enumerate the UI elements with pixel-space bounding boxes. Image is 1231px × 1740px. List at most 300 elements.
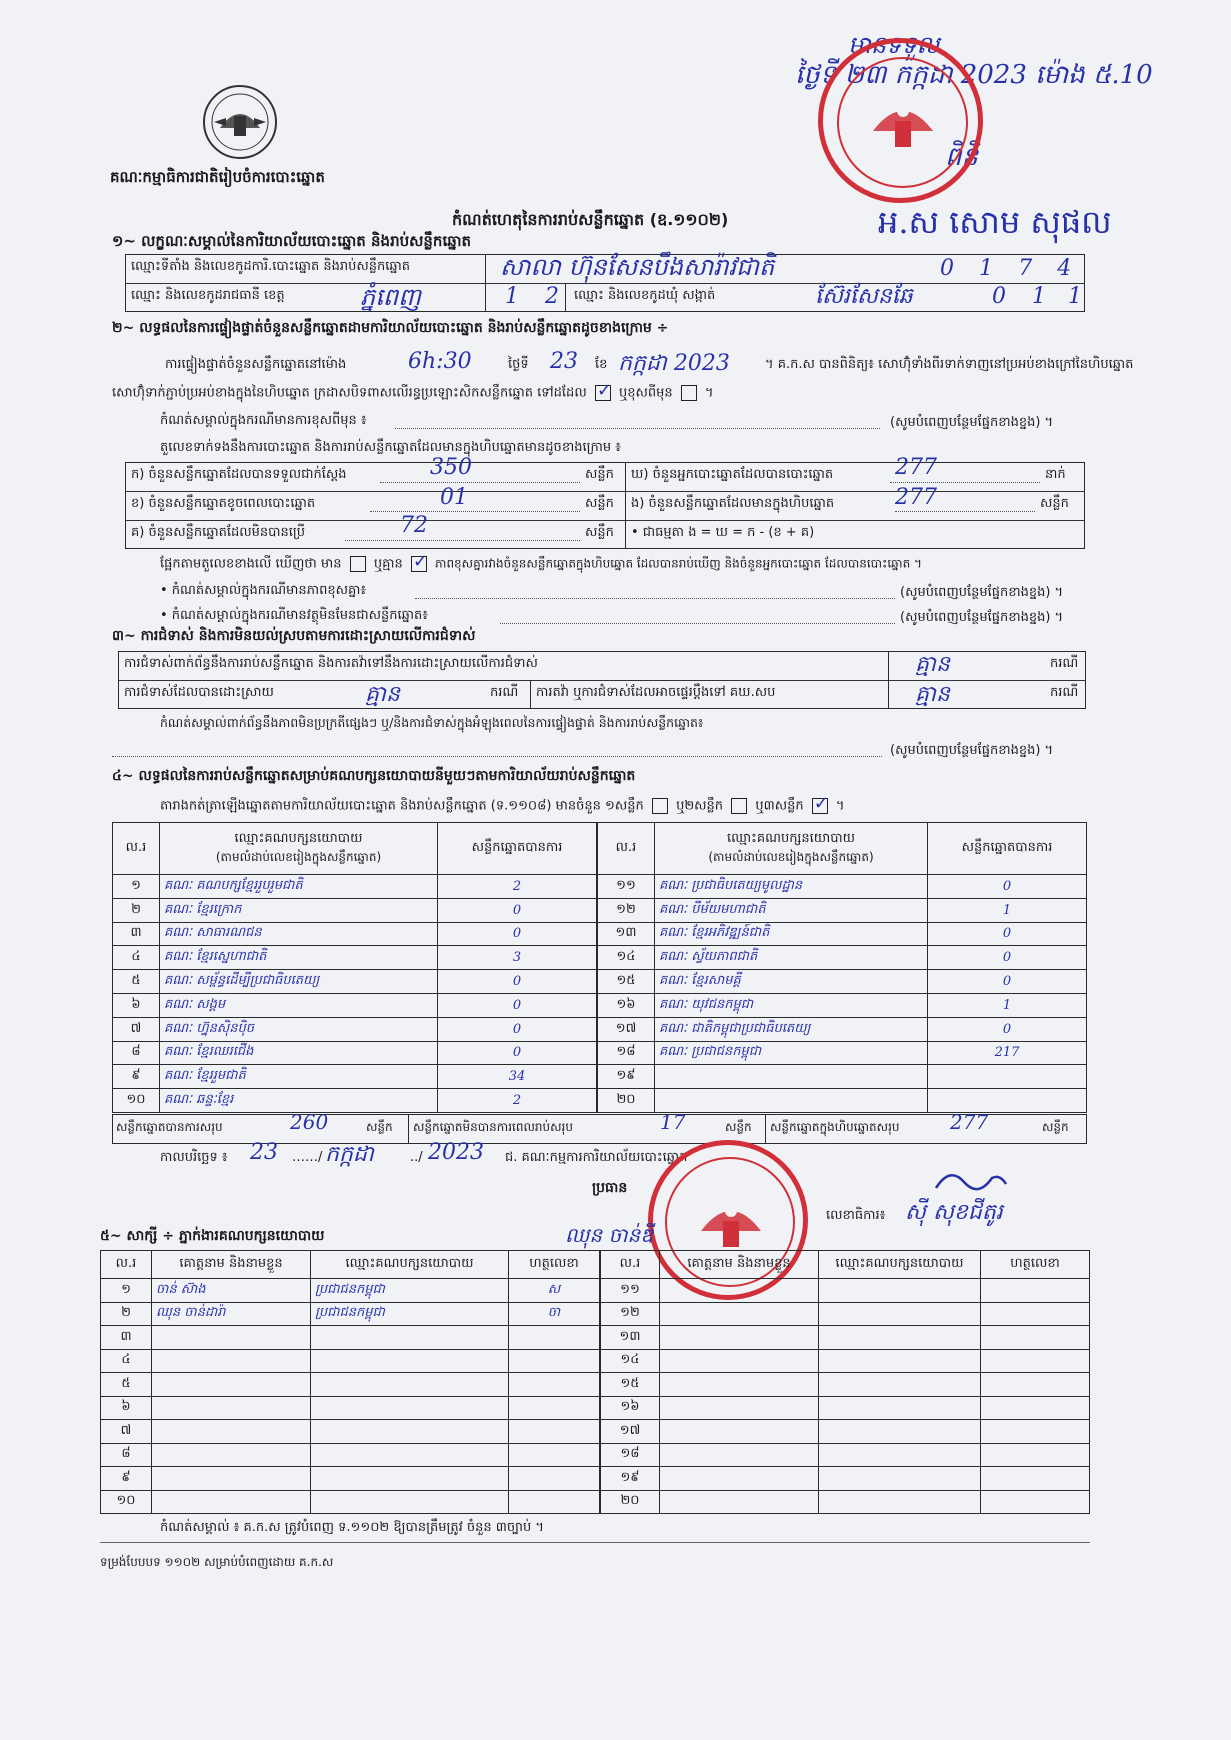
valid-votes: 3 (438, 946, 597, 970)
date-day: 23 (250, 1140, 278, 1165)
valid-votes: 0 (928, 970, 1087, 994)
results-table-right (597, 822, 1087, 1113)
witness-row (101, 1443, 600, 1467)
row-no: ១៤ (601, 1349, 660, 1373)
witness-signature: ចា (509, 1302, 600, 1326)
party-name: គណៈ សង្គម (160, 993, 438, 1017)
witness-name (660, 1420, 819, 1444)
witness-name (152, 1443, 311, 1467)
result-row (113, 875, 597, 899)
valid-votes: 1 (928, 898, 1087, 922)
witness-party (819, 1490, 981, 1514)
committee-name: គណៈកម្មាធិការជាតិរៀបចំការបោះឆ្នោត (110, 168, 325, 186)
result-row (113, 1089, 597, 1113)
valid-votes: 217 (928, 1041, 1087, 1065)
witness-party (311, 1443, 509, 1467)
count-row-unit: សន្លឹក (585, 525, 614, 540)
result-row (113, 922, 597, 946)
witness-name (660, 1373, 819, 1397)
objection-row-2b-unit: ករណី (1050, 685, 1079, 700)
witness-row (101, 1302, 600, 1326)
valid-votes: 0 (928, 875, 1087, 899)
count-row-unit: សន្លឹក (585, 496, 614, 511)
witness-signature (509, 1490, 600, 1514)
secretary-signature: ស៊ី សុខជីតូរ (905, 1200, 1003, 1225)
row-no: ២ (101, 1302, 152, 1326)
row-no: ៤ (113, 946, 160, 970)
valid-votes (928, 1089, 1087, 1113)
witness-party: ប្រជាជនកម្ពុជា (311, 1302, 509, 1326)
witness-party (819, 1467, 981, 1491)
section2-title: ២~ លទ្ធផលនៃការផ្ទៀងផ្ទាត់ចំនួនសន្លឹកឆ្នោតដាមការិយាល័យបោះឆ្នោត និងរាប់សន្លឹកឆ្នោតដូចខាងក្រោម ÷ (112, 320, 669, 336)
fill-hint-4: (សូមបំពេញបន្ថែមផ្នែកខាងខ្នង) ។ (890, 743, 1054, 758)
valid-votes: 0 (928, 946, 1087, 970)
row-no: ១ (113, 875, 160, 899)
top-hand-code: មាន​ទទួល (848, 31, 940, 59)
witness-signature (509, 1349, 600, 1373)
party-name: គណៈ ហ្វ៊ុនស៊ិនប៉ិច (160, 1017, 438, 1041)
valid-votes: 0 (438, 1041, 597, 1065)
col-votes-header: សន្លឹកឆ្នោតបានការ (928, 823, 1087, 875)
section5-title: ៥~ សាក្សី ÷ ភ្នាក់ងារគណបក្សនយោបាយ (100, 1228, 325, 1244)
witness-name (152, 1326, 311, 1350)
witness-party (819, 1443, 981, 1467)
section4-sub-text: តារាងកត់ត្រាឡើងឆ្នោតតាមការិយាល័យបោះឆ្នោត និងរាប់សន្លឹកឆ្នោត (ទ.១១០៨) មានចំនួន ១សន្លឹក (160, 798, 644, 814)
witness-row (101, 1326, 600, 1350)
section4-title: ៤~ លទ្ធផលនៃការរាប់សន្លឹកឆ្នោតសម្រាប់គណបក្សនយោបាយនីមួយៗតាមការិយាល័យរាប់សន្លឹកឆ្នោត (112, 768, 636, 784)
witness-signature: ស (509, 1279, 600, 1303)
count-row-left-label: ក) ចំនួនសន្លឹកឆ្នោតដែលបានទទួលជាក់ស្តែង (131, 467, 347, 482)
row-no: ៧ (113, 1017, 160, 1041)
row-no: ៤ (101, 1349, 152, 1373)
witness-table-left (100, 1250, 600, 1514)
date-sep: ……/ (292, 1150, 323, 1165)
valid-votes (928, 1065, 1087, 1089)
row-no: ១៦ (601, 1396, 660, 1420)
witness-signature (981, 1279, 1090, 1303)
witness-row (601, 1349, 1090, 1373)
count-row-right-value: 277 (895, 455, 937, 480)
witness-row (101, 1279, 600, 1303)
witness-signature (981, 1420, 1090, 1444)
date-month: កក្កដា (325, 1142, 374, 1167)
witness-signature (509, 1326, 600, 1350)
secretary-label: លេខាធិការ៖ (826, 1208, 886, 1223)
col-party-header (655, 823, 928, 875)
top-hand-note: ថ្ងៃទី ២៣ កក្កដា 2023 ម៉ោង ៥.10 (795, 60, 1153, 90)
row-no: ៨ (113, 1041, 160, 1065)
witness-row (601, 1467, 1090, 1491)
witness-signature (981, 1467, 1090, 1491)
witness-signature (981, 1373, 1090, 1397)
valid-votes: 0 (438, 993, 597, 1017)
section4-sub-2: ឬ២សន្លឹក (676, 798, 724, 814)
witness-name (660, 1326, 819, 1350)
objection-row-1: ការជំទាស់ពាក់ព័ន្ធនឹងការរាប់សន្លឹកឆ្នោត និងការតវ៉ាទៅនឹងការដោះស្រាយលើការជំទាស់ (124, 656, 538, 671)
party-name: គណៈ យុវជនកម្ពុជា (655, 993, 928, 1017)
diff-line-c: ភាពខុសគ្នារវាងចំនួនសន្លឹកឆ្នោតក្នុងហិបឆ្នោត ដែលបានរាប់ឃើញ និងចំនួនអ្នកបោះឆ្នោត ដែលបានបោះឆ្នោត ។ (435, 556, 922, 571)
party-name (655, 1089, 928, 1113)
witness-row (601, 1326, 1090, 1350)
witness-row (601, 1396, 1090, 1420)
party-name: គណៈ បីម័យមហាជាតិ (655, 898, 928, 922)
row-no: ១០ (101, 1490, 152, 1514)
witness-row (601, 1373, 1090, 1397)
station-name-hand: សាលា ហ៊ុនសែនបឹងសារ៉ាវជាតិ (500, 253, 775, 281)
col-party-sub: (តាមលំដាប់លេខរៀងក្នុងសន្លឹកឆ្នោត) (708, 850, 874, 864)
commune-code-1: 0 (992, 284, 1006, 309)
witness-row (101, 1420, 600, 1444)
total-invalid-value: 17 (660, 1110, 686, 1134)
valid-votes: 0 (438, 922, 597, 946)
diff-check-line (160, 556, 922, 572)
sheet-1-checkbox[interactable] (652, 798, 668, 814)
party-name: គណៈ សម្ព័ន្ធដើម្បីប្រជាធិបតេយ្យ (160, 970, 438, 994)
party-name: គណៈ សាធារណជន (160, 922, 438, 946)
commune-code-2: 1 (1032, 284, 1046, 309)
verify-line-1b: ថ្ងៃទី (508, 357, 529, 372)
valid-votes: 0 (438, 1017, 597, 1041)
different-checkbox[interactable] (681, 385, 697, 401)
row-no: ៩ (113, 1065, 160, 1089)
station-code-digit: 1 (979, 256, 994, 281)
objection-row-2a-hand: គ្មាន (365, 682, 400, 707)
witness-party (819, 1396, 981, 1420)
col-no-header: ល.រ (113, 823, 160, 875)
result-row (113, 1041, 597, 1065)
row-no: ១៩ (601, 1467, 660, 1491)
count-row-right-label: ឃ) ចំនួនអ្នកបោះឆ្នោតដែលបានបោះឆ្នោត (631, 467, 834, 482)
col-votes-header: សន្លឹកឆ្នោតបានការ (438, 823, 597, 875)
row-no: ១៣ (601, 1326, 660, 1350)
total-invalid-label: សន្លឹកឆ្នោតមិនបានការពេលរាប់សរុប (413, 1120, 573, 1134)
witness-name (152, 1396, 311, 1420)
result-row (598, 970, 1087, 994)
result-row (113, 993, 597, 1017)
result-row (113, 1017, 597, 1041)
section1-title: ១~ លក្ខណៈសម្គាល់នៃការិយាល័យបោះឆ្នោត និងរាប់សន្លឹកឆ្នោត (112, 232, 472, 250)
commune-label: ឈ្មោះ និងលេខកូដឃុំ សង្កាត់ (574, 288, 716, 303)
party-name: គណៈ ឆន្ទៈខ្មែរ (160, 1089, 438, 1113)
witness-row (601, 1420, 1090, 1444)
total-box-unit: សន្លឹក (1042, 1120, 1069, 1134)
valid-votes: 0 (438, 898, 597, 922)
verify-line-1c: ខែ (595, 357, 608, 372)
count-row-left-label: ខ) ចំនួនសន្លឹកឆ្នោតខូចពេលបោះឆ្នោត (131, 496, 316, 511)
result-row (598, 1065, 1087, 1089)
station-code-digit: 4 (1057, 256, 1072, 281)
province-code-2: 2 (545, 284, 559, 309)
station-label: ឈ្មោះទីតាំង និងលេខកូដការិ.បោះឆ្នោត និងរាប់សន្លឹកឆ្នោត (131, 259, 410, 274)
witness-party (311, 1349, 509, 1373)
row-no: ៩ (101, 1467, 152, 1491)
province-code-1: 1 (505, 284, 519, 309)
row-no: ៥ (101, 1373, 152, 1397)
witness-party (819, 1279, 981, 1303)
col-no-header: ល.រ (598, 823, 655, 875)
objection-row-2a-unit: ករណី (490, 685, 519, 700)
result-row (113, 1065, 597, 1089)
witness-signature (981, 1443, 1090, 1467)
row-no: ១២ (598, 898, 655, 922)
section4-sub-3: ឬ៣សន្លឹក (755, 798, 804, 814)
results-table-left (112, 822, 597, 1113)
count-row-right-unit: នាក់ (1045, 467, 1066, 482)
official-stamp-top (818, 38, 983, 203)
w-col-sign: ហត្ថលេខា (981, 1251, 1090, 1279)
witness-name (152, 1467, 311, 1491)
objection-row-2b-hand: គ្មាន (915, 682, 950, 707)
witness-party (819, 1302, 981, 1326)
sheet-2-checkbox[interactable] (731, 798, 747, 814)
witness-signature (509, 1373, 600, 1397)
officer-name-hand: អ.ស សោម សុផល (878, 203, 1112, 241)
irregularity-note: កំណត់សម្គាល់ពាក់ព័ន្ធនឹងភាពមិនប្រក្រតីផ្សេងៗ ឬ/និងការជំទាស់ក្នុងអំឡុងពេលនៃការផ្ទៀងផ្ទាត់ និងការរាប់សន្លឹកឆ្នោត៖ (160, 715, 704, 730)
result-row (598, 922, 1087, 946)
party-name: គណៈ ខ្មែរស្នេហាជាតិ (160, 946, 438, 970)
result-row (113, 946, 597, 970)
party-name: គណៈ ជាតិកម្ពុជាប្រជាធិបតេយ្យ (655, 1017, 928, 1041)
witness-name (660, 1279, 819, 1303)
count-row-right-value: 277 (895, 485, 937, 510)
result-row (598, 946, 1087, 970)
verify-line-1a: ការផ្ទៀងផ្ទាត់ចំនួនសន្លឹកឆ្នោតនៅម៉ោង (165, 357, 347, 372)
col-party-header (160, 823, 438, 875)
result-row (598, 1041, 1087, 1065)
verify-line-1d: ។ គ.ក.ស បានពិនិត្យ៖ សោហ៊ុំទាំងពីរទាក់ទាញនៅប្រអប់ខាងក្រៅនៃហិបឆ្នោត (765, 357, 1134, 372)
row-no: ២០ (601, 1490, 660, 1514)
party-name: គណៈ ខ្មែរក្រោក (160, 898, 438, 922)
section3-title: ៣~ ការជំទាស់ និងការមិនយល់ស្របតាមការដោះស្រាយលើការជំទាស់ (112, 628, 476, 644)
has-difference-checkbox[interactable] (350, 556, 366, 572)
witness-party (819, 1349, 981, 1373)
row-no: ១២ (601, 1302, 660, 1326)
witness-party (311, 1467, 509, 1491)
witness-name: ឈុន ចាន់ដារ៉ា (152, 1302, 311, 1326)
secretary-sign-mark (930, 1162, 1010, 1198)
witness-party (311, 1490, 509, 1514)
party-name: គណៈ ខ្មែរឈរជើង (160, 1041, 438, 1065)
witness-name (660, 1467, 819, 1491)
top-hand-sign: ពិនិ (945, 142, 979, 172)
total-valid-label: សន្លឹកឆ្នោតបានការសរុប (116, 1120, 223, 1134)
witness-row (101, 1467, 600, 1491)
count-row-left-value: 350 (430, 455, 472, 480)
witness-signature (981, 1302, 1090, 1326)
fill-hint-1: (សូមបំពេញបន្ថែមផ្នែកខាងខ្នង) ។ (890, 415, 1054, 430)
valid-votes: 34 (438, 1065, 597, 1089)
same-checkbox[interactable] (595, 385, 611, 401)
party-name: គណៈ ខ្មែរអភិវឌ្ឍន៍ជាតិ (655, 922, 928, 946)
row-no: ៥ (113, 970, 160, 994)
date-sep: ../ (410, 1150, 423, 1165)
witness-row (101, 1490, 600, 1514)
witness-signature (509, 1467, 600, 1491)
diff-bullet-1: • កំណត់សម្គាល់ក្នុងករណីមានភាពខុសគ្នា៖ (160, 583, 367, 598)
valid-votes: 2 (438, 875, 597, 899)
verify-line-2: សោហ៊ុំទាក់ភ្ជាប់ប្រអប់ខាងក្នុងនៃហិបឆ្នោត ក្រដាសបិទពាសលើរន្ធប្រឡោះសិកសន្លឹកឆ្នោត ទៅដដែល ✓ ឬខុសពីមុន ។ (112, 385, 713, 401)
row-no: ១៩ (598, 1065, 655, 1089)
count-row-right-unit: សន្លឹក (1040, 496, 1069, 511)
w-col-party: ឈ្មោះគណបក្សនយោបាយ (311, 1251, 509, 1279)
no-difference-checkbox[interactable] (411, 556, 427, 572)
chair-signature: ឈុន ចាន់ឌី (565, 1223, 653, 1247)
party-name: គណៈ គណបក្សខ្មែររួបរួមជាតិ (160, 875, 438, 899)
verify-hour-hand: 6h:30 (408, 349, 472, 374)
verify-line-2-text: សោហ៊ុំទាក់ភ្ជាប់ប្រអប់ខាងក្នុងនៃហិបឆ្នោត ក្រដាសបិទពាសលើរន្ធប្រឡោះសិកសន្លឹកឆ្នោត ទៅដដែល (112, 385, 587, 401)
row-no: ១៨ (598, 1041, 655, 1065)
result-row (598, 1017, 1087, 1041)
witness-name (152, 1373, 311, 1397)
valid-votes: 1 (928, 993, 1087, 1017)
witness-name (660, 1349, 819, 1373)
verify-day-hand: 23 (550, 349, 578, 374)
witness-party: ប្រជាជនកម្ពុជា (311, 1279, 509, 1303)
witness-signature (981, 1349, 1090, 1373)
witness-party (311, 1373, 509, 1397)
w-col-no: ល.រ (601, 1251, 660, 1279)
witness-name: ចាន់ ស៊ាង (152, 1279, 311, 1303)
row-no: ១០ (113, 1089, 160, 1113)
witness-party (311, 1396, 509, 1420)
witness-signature (981, 1326, 1090, 1350)
witness-name (152, 1420, 311, 1444)
row-no: ១ (101, 1279, 152, 1303)
witness-signature (509, 1443, 600, 1467)
form-title: កំណត់ហេតុនៃការរាប់សន្លឹកឆ្នោត (ឧ.១១០២) (452, 210, 729, 229)
diff-bullet-2: • កំណត់សម្គាល់ក្នុងករណីមានវត្ថុមិនមែនជាសន្លឹកឆ្នោត៖ (160, 608, 428, 623)
witness-row (101, 1396, 600, 1420)
row-no: ៦ (101, 1396, 152, 1420)
date-label: កាលបរិច្ឆេទ ៖ (160, 1150, 228, 1165)
w-col-no: ល.រ (101, 1251, 152, 1279)
diff-line-a: ផ្អែកតាមតួលេខខាងលើ ឃើញថា មាន (160, 556, 342, 572)
witness-signature (981, 1396, 1090, 1420)
witness-party (311, 1326, 509, 1350)
station-code-digit: 7 (1018, 256, 1033, 281)
col-party-sub: (តាមលំដាប់លេខរៀងក្នុងសន្លឹកឆ្នោត) (215, 850, 382, 864)
commune-code-3: 1 (1068, 284, 1082, 309)
diff-line-b: ឬគ្មាន (373, 556, 403, 572)
row-no: ១១ (598, 875, 655, 899)
witness-name (152, 1349, 311, 1373)
row-no: ១៦ (598, 993, 655, 1017)
form-footer: ទម្រង់បែបបទ ១១០២ សម្រាប់បំពេញដោយ គ.ក.ស (100, 1555, 334, 1569)
objection-row-1-unit: ករណី (1050, 656, 1079, 671)
total-valid-value: 260 (290, 1110, 329, 1134)
col-party-title: ឈ្មោះគណបក្សនយោបាយ (234, 831, 363, 846)
total-box-value: 277 (950, 1110, 989, 1134)
witness-name (660, 1302, 819, 1326)
witness-row (601, 1490, 1090, 1514)
result-row (598, 898, 1087, 922)
witness-row (601, 1443, 1090, 1467)
nec-emblem-icon (200, 82, 280, 162)
result-row (598, 993, 1087, 1017)
total-valid-unit: សន្លឹក (366, 1120, 393, 1134)
witness-name (660, 1396, 819, 1420)
row-no: ៣ (113, 922, 160, 946)
party-name: គណៈ ខ្មែររួមជាតិ (160, 1065, 438, 1089)
row-no: ៦ (113, 993, 160, 1017)
valid-votes: 0 (928, 1017, 1087, 1041)
witness-party (819, 1420, 981, 1444)
row-no: ២០ (598, 1089, 655, 1113)
witness-note: កំណត់សម្គាល់ ៖ គ.ក.ស ត្រូវបំពេញ ទ.១១០២ ឱ្យបានត្រឹមត្រូវ ចំនួន ៣ច្បាប់ ។ (160, 1520, 544, 1535)
province-hand: ភ្នំពេញ (360, 283, 421, 311)
w-col-sign: ហត្ថលេខា (509, 1251, 600, 1279)
witness-row (601, 1302, 1090, 1326)
row-no: ១៣ (598, 922, 655, 946)
objection-row-2a: ការជំទាស់ដែលបានដោះស្រាយ (124, 685, 274, 700)
verify-month-hand: កក្កដា 2023 (618, 351, 730, 376)
witness-row (601, 1279, 1090, 1303)
party-name: គណៈ ខ្មែរសាមគ្គី (655, 970, 928, 994)
section4-sub: តារាងកត់ត្រាឡើងឆ្នោតតាមការិយាល័យបោះឆ្នោត និងរាប់សន្លឹកឆ្នោត (ទ.១១០៨) មានចំនួន ១សន្លឹក ឬ២សន្លឹក ឬ៣សន្លឹក ✓ ។ (160, 798, 844, 814)
fill-hint-3: (សូមបំពេញបន្ថែមផ្នែកខាងខ្នង) ។ (900, 610, 1064, 625)
commune-hand: ស៊ែរសែនឆែ (815, 284, 913, 309)
chair-label: ប្រធាន (592, 1180, 628, 1196)
total-box-label: សន្លឹកឆ្នោតក្នុងហិបឆ្នោតសរុប (770, 1120, 900, 1134)
objection-row-1-hand: គ្មាន (915, 652, 950, 677)
witness-table-right (600, 1250, 1090, 1514)
w-col-name: គោត្តនាម និងនាមខ្លួន (152, 1251, 311, 1279)
witness-party (311, 1420, 509, 1444)
row-no: ៨ (101, 1443, 152, 1467)
verify-line-2-or: ឬខុសពីមុន (618, 385, 673, 401)
station-code (940, 256, 1071, 281)
count-row-left-label: គ) ចំនួនសន្លឹកឆ្នោតដែលមិនបានប្រើ (131, 525, 305, 540)
date-year: 2023 (428, 1140, 484, 1165)
row-no: ១៥ (598, 970, 655, 994)
valid-votes: 0 (438, 970, 597, 994)
row-no: ៧ (101, 1420, 152, 1444)
witness-signature (509, 1396, 600, 1420)
witness-name (660, 1490, 819, 1514)
witness-row (101, 1349, 600, 1373)
w-col-party: ឈ្មោះគណបក្សនយោបាយ (819, 1251, 981, 1279)
row-no: ១៤ (598, 946, 655, 970)
sheet-3-checkbox[interactable] (812, 798, 828, 814)
diff-note-label: កំណត់សម្គាល់ក្នុងករណីមានការខុសពីមុន ៖ (160, 413, 367, 428)
valid-votes: 2 (438, 1089, 597, 1113)
party-name: គណៈ ប្រជាជនកម្ពុជា (655, 1041, 928, 1065)
valid-votes: 0 (928, 922, 1087, 946)
witness-party (819, 1326, 981, 1350)
fill-hint-2: (សូមបំពេញបន្ថែមផ្នែកខាងខ្នង) ។ (900, 585, 1064, 600)
count-row-right-label: ង) ចំនួនសន្លឹកឆ្នោតដែលមានក្នុងហិបឆ្នោត (631, 496, 835, 511)
witness-name (660, 1443, 819, 1467)
party-name: គណៈ ស្វ័យភាពជាតិ (655, 946, 928, 970)
row-no: ២ (113, 898, 160, 922)
result-row (598, 875, 1087, 899)
row-no: ១៥ (601, 1373, 660, 1397)
row-no: ១៧ (601, 1420, 660, 1444)
row-no: ១៨ (601, 1443, 660, 1467)
witness-signature (981, 1490, 1090, 1514)
formula-note: • ជាធម្មតា ង = ឃ = ក - (ខ + គ) (631, 525, 815, 540)
province-label: ឈ្មោះ និងលេខកូដរាជធានី ខេត្ត (131, 288, 285, 303)
result-row (113, 898, 597, 922)
row-no: ៣ (101, 1326, 152, 1350)
total-invalid-unit: សន្លឹក (725, 1120, 752, 1134)
col-party-title: ឈ្មោះគណបក្សនយោបាយ (727, 831, 855, 846)
count-row-left-value: 72 (400, 513, 428, 538)
party-name: គណៈ ប្រជាធិបតេយ្យមូលដ្ឋាន (655, 875, 928, 899)
w-col-name: គោត្តនាម និងនាមខ្លួន (660, 1251, 819, 1279)
station-code-digit: 0 (940, 256, 954, 281)
witness-signature (509, 1420, 600, 1444)
